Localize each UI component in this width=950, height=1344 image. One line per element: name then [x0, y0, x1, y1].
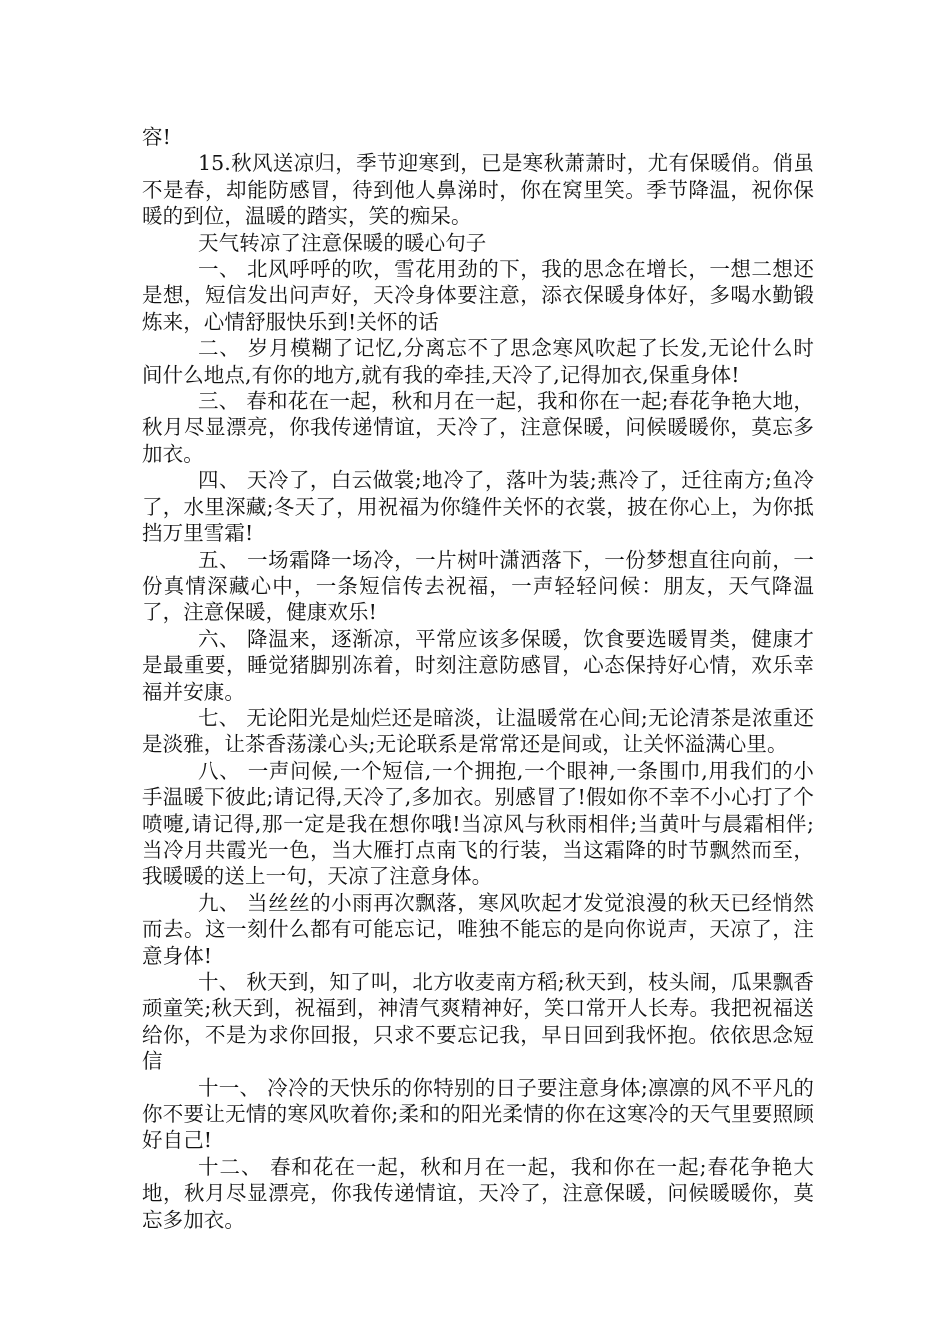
paragraph-0: 容! — [142, 125, 171, 149]
paragraph-item-11: 十一、 冷冷的天快乐的你特别的日子要注意身体;凛凛的风不平凡的你不要让无情的寒风吹着你;柔和的阳光柔情的你在这寒冷的天气里要照顾好自己! — [142, 1075, 814, 1153]
paragraph-item-5: 五、 一场霜降一场冷，一片树叶潇洒落下，一份梦想直往向前，一份真情深藏心中，一条短信传去祝福，一声轻轻问候：朋友，天气降温了，注意保暖，健康欢乐! — [142, 547, 814, 625]
paragraph-item-8: 八、 一声问候,一个短信,一个拥抱,一个眼神,一条围巾,用我们的小手温暖下彼此;请记得,天冷了,多加衣。别感冒了!假如你不幸不小心打了个喷嚏,请记得,那一定是我在想你哦!当凉风与秋雨相伴;当黄叶与晨霜相伴;当冷月共霞光一色，当大雁打点南飞的行装，当这霜降的时节飘然而至，我暖暖的送上一句，天凉了注意身体。 — [142, 758, 814, 889]
paragraph-item-9: 九、 当丝丝的小雨再次飘落，寒风吹起才发觉浪漫的秋天已经悄然而去。这一刻什么都有可能忘记，唯独不能忘的是向你说声，天凉了，注意身体! — [142, 890, 814, 968]
paragraph-item-4: 四、 天冷了，白云做裳;地冷了，落叶为装;燕冷了，迁往南方;鱼冷了，水里深藏;冬天了，用祝福为你缝件关怀的衣裳，披在你心上，为你抵挡万里雪霜! — [142, 468, 814, 546]
paragraph-item-3: 三、 春和花在一起，秋和月在一起，我和你在一起;春花争艳大地，秋月尽显漂亮，你我传递情谊，天冷了，注意保暖，问候暖暖你，莫忘多加衣。 — [142, 389, 814, 466]
paragraph-item-7: 七、 无论阳光是灿烂还是暗淡，让温暖常在心间;无论清茶是浓重还是淡雅，让茶香荡漾心头;无论联系是常常还是间或，让关怀溢满心里。 — [142, 705, 814, 757]
paragraph-item-10: 十、 秋天到，知了叫，北方收麦南方稻;秋天到，枝头闹，瓜果飘香顽童笑;秋天到，祝福到，神清气爽精神好，笑口常开人长寿。我把祝福送给你，不是为求你回报，只求不要忘记我，早日回到我怀抱。依依思念短信 — [142, 970, 814, 1074]
paragraph-item-6: 六、 降温来，逐渐凉，平常应该多保暖，饮食要选暖胃类，健康才是最重要，睡觉猪脚别冻着，时刻注意防感冒，心态保持好心情，欢乐幸福并安康。 — [142, 626, 814, 704]
section-heading: 天气转凉了注意保暖的暖心句子 — [198, 230, 487, 255]
paragraph-item-12: 十二、 春和花在一起，秋和月在一起，我和你在一起;春花争艳大地，秋月尽显漂亮，你我传递情谊，天冷了，注意保暖，问候暖暖你，莫忘多加衣。 — [142, 1154, 814, 1232]
paragraph-1: 15.秋风送凉归，季节迎寒到，已是寒秋萧萧时，尤有保暖俏。俏虽不是春，却能防感冒，待到他人鼻涕时，你在窝里笑。季节降温，祝你保暖的到位，温暖的踏实，笑的痴呆。 — [142, 151, 814, 229]
document-body — [142, 124, 814, 1233]
paragraph-item-2: 二、 岁月模糊了记忆,分离忘不了思念寒风吹起了长发,无论什么时间什么地点,有你的地方,就有我的牵挂,天冷了,记得加衣,保重身体! — [142, 336, 814, 387]
paragraph-item-1: 一、 北风呼呼的吹，雪花用劲的下，我的思念在增长，一想二想还是想，短信发出问声好，天冷身体要注意，添衣保暖身体好，多喝水勤锻炼来，心情舒服快乐到!关怀的话 — [142, 257, 814, 334]
